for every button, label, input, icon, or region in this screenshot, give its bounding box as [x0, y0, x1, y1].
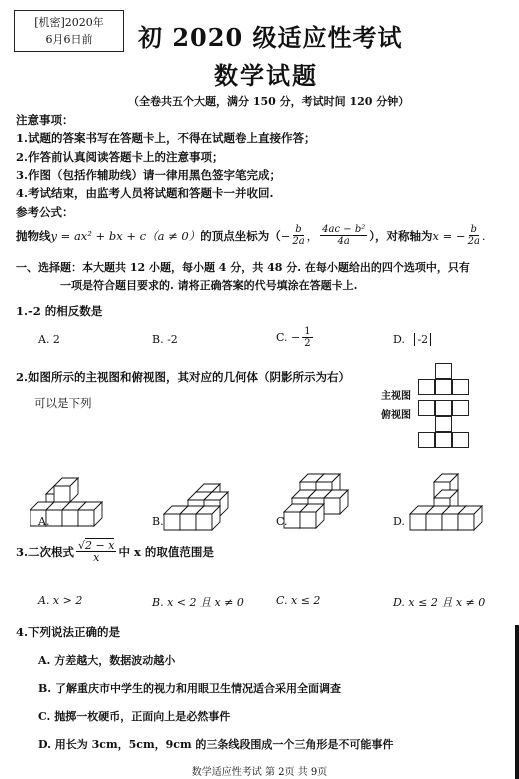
- top-view-cell: [452, 432, 469, 448]
- q3-option-d[interactable]: D. x ≤ 2 且 x ≠ 0: [393, 596, 486, 609]
- q4-option-d[interactable]: D. 用长为 3cm，5cm，9cm 的三条线段围成一个三角形是不可能事件: [38, 738, 394, 751]
- scan-edge-bar: [515, 625, 519, 779]
- fraction-numerator: √2 − x: [78, 539, 115, 552]
- top-view-cell: [418, 432, 435, 448]
- front-view-cell: [435, 363, 452, 379]
- fraction-numerator: b: [295, 224, 302, 235]
- note-item-3: 3.作图（包括作辅助线）请一律用黑色签字笔完成；: [16, 168, 282, 182]
- top-view-cell: [452, 400, 469, 416]
- q3-option-a[interactable]: A. x > 2: [38, 594, 83, 607]
- confidential-box: [14, 10, 124, 52]
- q1-option-c-fraction: [302, 326, 312, 349]
- fraction-denominator: 2a: [467, 236, 480, 247]
- q2-options-figures: [30, 462, 510, 532]
- notes-heading: 注意事项：: [16, 113, 74, 127]
- formula-line: [16, 224, 486, 247]
- top-view-empty: [452, 416, 469, 432]
- q1-option-d-prefix: D.: [393, 333, 405, 346]
- fraction-vertex-x: [292, 224, 304, 247]
- question-3-stem: [16, 540, 214, 563]
- q2-option-a[interactable]: A.: [38, 515, 50, 528]
- note-item-2: 2.作答前认真阅读答题卡上的注意事项；: [16, 150, 224, 164]
- front-view-label: 主视图: [381, 391, 411, 402]
- q1-option-d[interactable]: [393, 333, 431, 346]
- question-2-stem: 2.如图所示的主视图和俯视图，其对应的几何体（阴影所示为右）: [16, 370, 351, 384]
- exam-subtitle: 数学试题: [214, 61, 318, 90]
- top-view-label: 俯视图: [381, 410, 411, 421]
- q2-option-c[interactable]: C.: [276, 515, 288, 528]
- q4-option-b[interactable]: B. 了解重庆市中学生的视力和用眼卫生情况适合采用全面调查: [38, 682, 341, 695]
- fraction-denominator: 4a: [337, 236, 350, 247]
- front-view-empty: [452, 363, 469, 379]
- section-1-instructions: 一、选择题：本大题共 12 小题，每小题 4 分，共 48 分. 在每小题给出的四个选项中，只有: [16, 261, 470, 274]
- q2-option-b[interactable]: B.: [152, 515, 164, 528]
- q4-option-c[interactable]: C. 抛掷一枚硬币，正面向上是必然事件: [38, 710, 231, 723]
- confidential-line-2: 6月6日前: [45, 33, 93, 46]
- q1-option-b[interactable]: B. -2: [152, 333, 178, 346]
- q3-option-b[interactable]: B. x < 2 且 x ≠ 0: [152, 596, 244, 609]
- fraction-vertex-y: [320, 224, 367, 247]
- top-view-figure: [418, 400, 469, 448]
- fraction-numerator: b: [470, 224, 477, 235]
- confidential-line-1: [机密]2020年: [34, 16, 104, 29]
- q3-stem-prefix: 3.二次根式: [16, 544, 75, 559]
- q4-option-a[interactable]: A. 方差越大，数据波动越小: [38, 654, 176, 667]
- front-view-cell: [418, 379, 435, 395]
- formula-axis-text: ），对称轴为: [369, 228, 433, 243]
- formula-prefix: 抛物线: [16, 228, 51, 243]
- q2-option-c-figure: [284, 474, 348, 528]
- formula-end: .: [481, 228, 486, 243]
- fraction-denominator: x: [93, 551, 100, 564]
- formula-axis-x: x = −: [432, 228, 466, 243]
- formula-minus: −: [280, 228, 291, 243]
- exam-note: （全卷共五个大题，满分 150 分，考试时间 120 分钟）: [128, 95, 410, 108]
- reference-heading: 参考公式：: [16, 205, 74, 219]
- formula-comma: ，: [306, 228, 319, 243]
- q1-option-d-abs: -2: [414, 333, 431, 346]
- note-item-1: 1.试题的答案书写在答题卡上，不得在试题卷上直接作答；: [16, 131, 316, 145]
- q1-option-a[interactable]: A. 2: [38, 333, 60, 346]
- top-view-empty: [418, 416, 435, 432]
- radicand: 2 − x: [85, 539, 115, 552]
- page-footer: 数学适应性考试 第 2页 共 9页: [191, 767, 328, 778]
- formula-mid: 的顶点坐标为（: [200, 228, 281, 243]
- fraction-numerator: 4ac − b²: [322, 224, 366, 235]
- note-item-4: 4.考试结束，由监考人员将试题和答题卡一并收回.: [16, 186, 274, 200]
- exam-title: 初 2020 级适应性考试: [138, 23, 403, 52]
- fraction-axis: [468, 224, 480, 247]
- top-view-cell: [435, 416, 452, 432]
- fraction-denominator: 2a: [292, 236, 305, 247]
- front-view-figure: [418, 363, 469, 395]
- question-4-stem: 4.下列说法正确的是: [16, 625, 121, 639]
- q1-option-c-prefix: C. −: [276, 331, 301, 344]
- question-1-stem: 1.-2 的相反数是: [16, 304, 103, 318]
- q3-stem-suffix: 中 x 的取值范围是: [118, 544, 214, 559]
- q1-option-c[interactable]: [276, 326, 315, 349]
- q3-radical-fraction: [76, 540, 116, 563]
- q2-option-d[interactable]: D.: [393, 515, 405, 528]
- fraction-numerator: 1: [304, 326, 311, 337]
- formula-equation: y = ax² + bx + c（a ≠ 0）: [50, 228, 201, 243]
- front-view-cell: [452, 379, 469, 395]
- top-view-cell: [435, 400, 452, 416]
- section-1-instructions-2: 一项是符合题目要求的. 请将正确答案的代号填涂在答题卡上.: [60, 279, 358, 292]
- q3-option-c[interactable]: C. x ≤ 2: [276, 594, 321, 607]
- question-2-stem-cont: 可以是下列: [34, 396, 92, 410]
- q2-option-d-figure: [410, 474, 482, 530]
- top-view-cell: [418, 400, 435, 416]
- front-view-empty: [418, 363, 435, 379]
- top-view-cell: [435, 432, 452, 448]
- front-view-cell: [435, 379, 452, 395]
- fraction-denominator: 2: [304, 338, 311, 349]
- q2-option-b-figure: [164, 484, 228, 530]
